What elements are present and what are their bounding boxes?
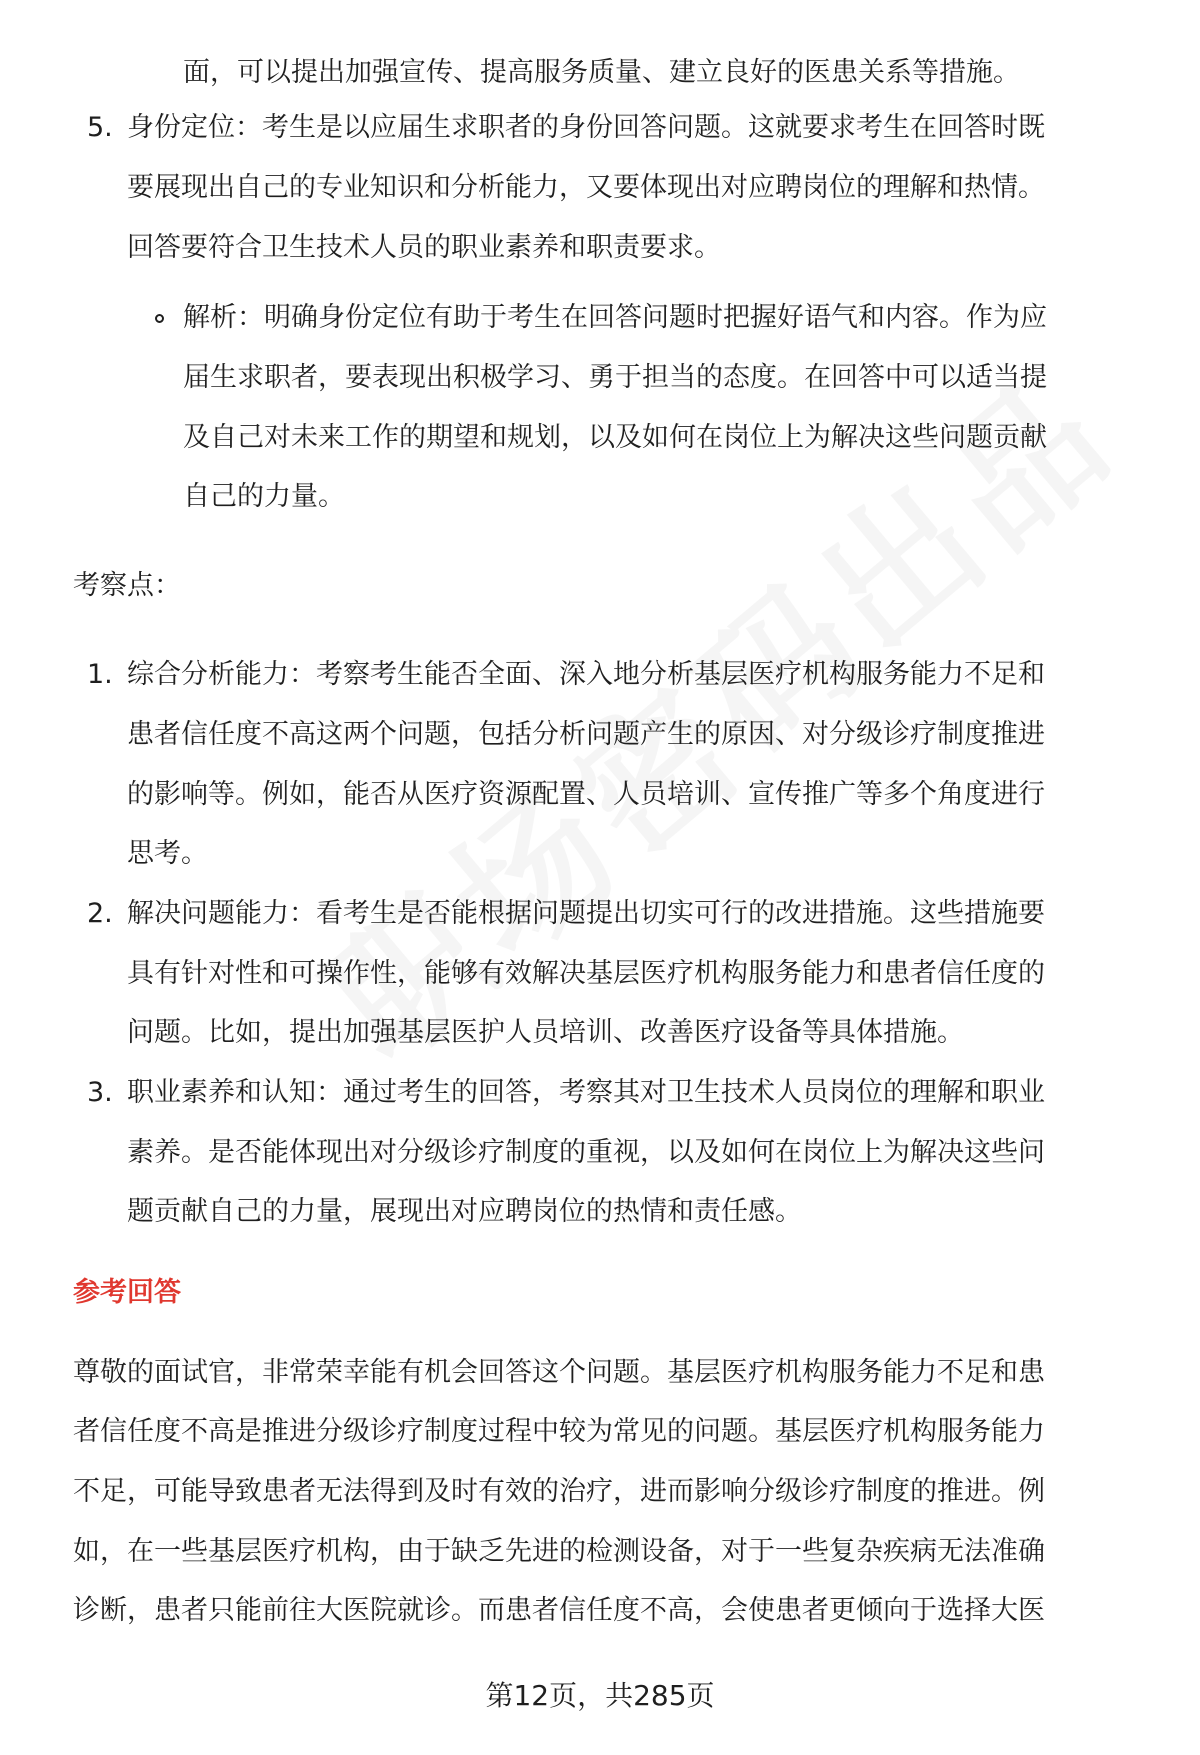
check-point-line: 解决问题能力：看考生是否能根据问题提出切实可行的改进措施。这些措施要 — [127, 898, 1045, 929]
reference-line: 如，在一些基层医疗机构，由于缺乏先进的检测设备，对于一些复杂疾病无法准确 — [73, 1536, 1045, 1567]
check-point-line: 问题。比如，提出加强基层医护人员培训、改善医疗设备等具体措施。 — [127, 1017, 964, 1048]
check-point-line: 患者信任度不高这两个问题，包括分析问题产生的原因、对分级诊疗制度推进 — [127, 719, 1045, 750]
check-points-title: 考察点： — [73, 570, 181, 601]
reference-line: 者信任度不高是推进分级诊疗制度过程中较为常见的问题。基层医疗机构服务能力 — [73, 1416, 1045, 1447]
check-point-line: 素养。是否能体现出对分级诊疗制度的重视，以及如何在岗位上为解决这些问 — [127, 1137, 1045, 1168]
reference-answer-heading: 参考回答 — [73, 1277, 181, 1308]
item5-sub-line: 自己的力量。 — [183, 481, 345, 512]
item5-sub-line: 及自己对未来工作的期望和规划，以及如何在岗位上为解决这些问题贡献 — [183, 422, 1047, 453]
reference-line: 不足，可能导致患者无法得到及时有效的治疗，进而影响分级诊疗制度的推进。例 — [73, 1476, 1045, 1507]
item5-line: 回答要符合卫生技术人员的职业素养和职责要求。 — [127, 232, 721, 263]
item5-sub-line: 届生求职者，要表现出积极学习、勇于担当的态度。在回答中可以适当提 — [183, 362, 1047, 393]
continuation-line: 面，可以提出加强宣传、提高服务质量、建立良好的医患关系等措施。 — [183, 57, 1020, 88]
item5-number: 5. — [87, 112, 113, 143]
check-point-number: 3. — [87, 1077, 113, 1108]
reference-line: 诊断，患者只能前往大医院就诊。而患者信任度不高，会使患者更倾向于选择大医 — [73, 1595, 1045, 1626]
check-point-line: 思考。 — [127, 838, 208, 869]
item5-line: 身份定位：考生是以应届生求职者的身份回答问题。这就要求考生在回答时既 — [127, 112, 1045, 143]
check-point-line: 的影响等。例如，能否从医疗资源配置、人员培训、宣传推广等多个角度进行 — [127, 779, 1045, 810]
page-number-footer: 第12页，共285页 — [485, 1679, 715, 1712]
check-point-number: 2. — [87, 898, 113, 929]
check-point-line: 具有针对性和可操作性，能够有效解决基层医疗机构服务能力和患者信任度的 — [127, 958, 1045, 989]
check-point-line: 题贡献自己的力量，展现出对应聘岗位的热情和责任感。 — [127, 1196, 802, 1227]
item5-sub-line: 解析：明确身份定位有助于考生在回答问题时把握好语气和内容。作为应 — [183, 302, 1047, 333]
check-point-line: 综合分析能力：考察考生能否全面、深入地分析基层医疗机构服务能力不足和 — [127, 659, 1045, 690]
check-point-number: 1. — [87, 659, 113, 690]
reference-line: 尊敬的面试官，非常荣幸能有机会回答这个问题。基层医疗机构服务能力不足和患 — [73, 1357, 1045, 1388]
check-point-line: 职业素养和认知：通过考生的回答，考察其对卫生技术人员岗位的理解和职业 — [127, 1077, 1045, 1108]
hollow-bullet-icon — [155, 314, 164, 323]
item5-line: 要展现出自己的专业知识和分析能力，又要体现出对应聘岗位的理解和热情。 — [127, 172, 1045, 203]
